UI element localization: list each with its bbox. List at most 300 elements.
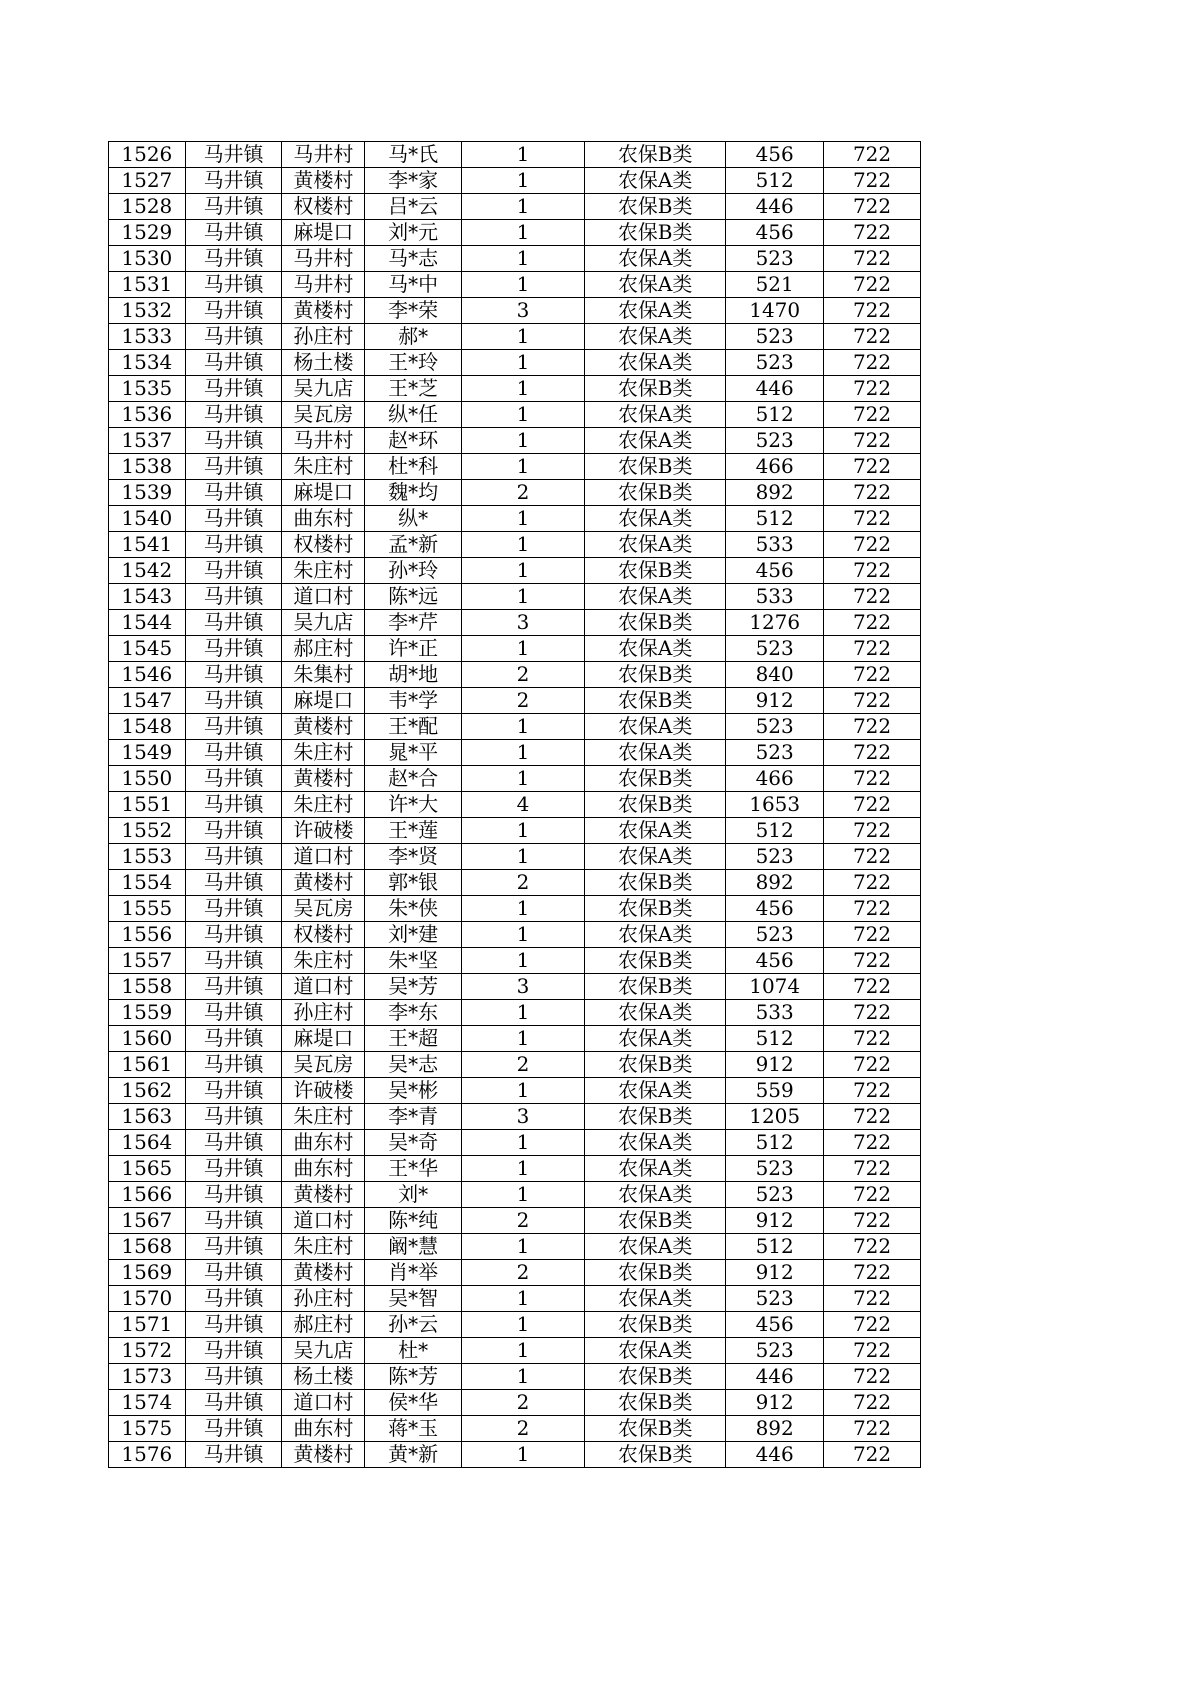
- household-count-cell: 1: [462, 324, 585, 350]
- name-cell: 侯*华: [365, 1390, 462, 1416]
- amount-cell: 892: [726, 870, 824, 896]
- table-row: [109, 688, 921, 714]
- insurance-type-cell: 农保A类: [585, 350, 726, 376]
- standard-cell: 722: [824, 1156, 921, 1182]
- row-number-cell: 1552: [109, 818, 186, 844]
- village-cell: 黄楼村: [282, 1182, 365, 1208]
- standard-cell: 722: [824, 246, 921, 272]
- village-cell: 曲东村: [282, 506, 365, 532]
- town-cell: 马井镇: [185, 428, 282, 454]
- village-cell: 黄楼村: [282, 766, 365, 792]
- insurance-type-cell: 农保B类: [585, 896, 726, 922]
- name-cell: 孟*新: [365, 532, 462, 558]
- village-cell: 麻堤口: [282, 480, 365, 506]
- village-cell: 吴九店: [282, 1338, 365, 1364]
- household-count-cell: 2: [462, 1260, 585, 1286]
- row-number-cell: 1565: [109, 1156, 186, 1182]
- insurance-type-cell: 农保B类: [585, 220, 726, 246]
- insurance-type-cell: 农保B类: [585, 766, 726, 792]
- row-number-cell: 1554: [109, 870, 186, 896]
- table-row: [109, 740, 921, 766]
- row-number-cell: 1545: [109, 636, 186, 662]
- standard-cell: 722: [824, 454, 921, 480]
- village-cell: 孙庄村: [282, 1286, 365, 1312]
- name-cell: 陈*远: [365, 584, 462, 610]
- village-cell: 道口村: [282, 1208, 365, 1234]
- table-row: [109, 142, 921, 168]
- name-cell: 王*莲: [365, 818, 462, 844]
- name-cell: 赵*合: [365, 766, 462, 792]
- standard-cell: 722: [824, 506, 921, 532]
- row-number-cell: 1558: [109, 974, 186, 1000]
- standard-cell: 722: [824, 714, 921, 740]
- row-number-cell: 1529: [109, 220, 186, 246]
- town-cell: 马井镇: [185, 324, 282, 350]
- household-count-cell: 1: [462, 818, 585, 844]
- amount-cell: 466: [726, 766, 824, 792]
- standard-cell: 722: [824, 1182, 921, 1208]
- town-cell: 马井镇: [185, 1416, 282, 1442]
- town-cell: 马井镇: [185, 1052, 282, 1078]
- town-cell: 马井镇: [185, 662, 282, 688]
- household-count-cell: 1: [462, 246, 585, 272]
- household-count-cell: 2: [462, 1208, 585, 1234]
- insurance-type-cell: 农保B类: [585, 1260, 726, 1286]
- household-count-cell: 1: [462, 1000, 585, 1026]
- name-cell: 杜*科: [365, 454, 462, 480]
- village-cell: 道口村: [282, 584, 365, 610]
- name-cell: 肖*举: [365, 1260, 462, 1286]
- name-cell: 李*东: [365, 1000, 462, 1026]
- name-cell: 王*华: [365, 1156, 462, 1182]
- standard-cell: 722: [824, 480, 921, 506]
- household-count-cell: 1: [462, 636, 585, 662]
- household-count-cell: 1: [462, 1364, 585, 1390]
- insurance-type-cell: 农保A类: [585, 740, 726, 766]
- table-row: [109, 376, 921, 402]
- town-cell: 马井镇: [185, 1078, 282, 1104]
- amount-cell: 1205: [726, 1104, 824, 1130]
- amount-cell: 523: [726, 1286, 824, 1312]
- standard-cell: 722: [824, 1078, 921, 1104]
- table-row: [109, 428, 921, 454]
- name-cell: 王*芝: [365, 376, 462, 402]
- amount-cell: 533: [726, 532, 824, 558]
- town-cell: 马井镇: [185, 350, 282, 376]
- insurance-type-cell: 农保A类: [585, 1026, 726, 1052]
- town-cell: 马井镇: [185, 558, 282, 584]
- village-cell: 朱庄村: [282, 1104, 365, 1130]
- standard-cell: 722: [824, 740, 921, 766]
- row-number-cell: 1536: [109, 402, 186, 428]
- village-cell: 权楼村: [282, 194, 365, 220]
- village-cell: 麻堤口: [282, 1026, 365, 1052]
- amount-cell: 523: [726, 428, 824, 454]
- town-cell: 马井镇: [185, 610, 282, 636]
- insurance-type-cell: 农保B类: [585, 870, 726, 896]
- row-number-cell: 1562: [109, 1078, 186, 1104]
- household-count-cell: 1: [462, 532, 585, 558]
- row-number-cell: 1574: [109, 1390, 186, 1416]
- town-cell: 马井镇: [185, 1364, 282, 1390]
- amount-cell: 446: [726, 1442, 824, 1468]
- standard-cell: 722: [824, 350, 921, 376]
- row-number-cell: 1530: [109, 246, 186, 272]
- row-number-cell: 1537: [109, 428, 186, 454]
- table-row: [109, 792, 921, 818]
- village-cell: 吴瓦房: [282, 1052, 365, 1078]
- name-cell: 吴*芳: [365, 974, 462, 1000]
- village-cell: 吴瓦房: [282, 402, 365, 428]
- standard-cell: 722: [824, 974, 921, 1000]
- table-row: [109, 298, 921, 324]
- town-cell: 马井镇: [185, 506, 282, 532]
- town-cell: 马井镇: [185, 844, 282, 870]
- name-cell: 王*超: [365, 1026, 462, 1052]
- insurance-type-cell: 农保A类: [585, 1338, 726, 1364]
- table-row: [109, 532, 921, 558]
- village-cell: 吴九店: [282, 376, 365, 402]
- amount-cell: 523: [726, 1156, 824, 1182]
- table-row: [109, 1156, 921, 1182]
- insurance-type-cell: 农保A类: [585, 818, 726, 844]
- household-count-cell: 1: [462, 350, 585, 376]
- town-cell: 马井镇: [185, 1182, 282, 1208]
- insurance-type-cell: 农保B类: [585, 1390, 726, 1416]
- village-cell: 朱庄村: [282, 792, 365, 818]
- table-row: [109, 272, 921, 298]
- amount-cell: 512: [726, 1130, 824, 1156]
- standard-cell: 722: [824, 922, 921, 948]
- insurance-type-cell: 农保B类: [585, 376, 726, 402]
- name-cell: 陈*纯: [365, 1208, 462, 1234]
- town-cell: 马井镇: [185, 870, 282, 896]
- name-cell: 朱*侠: [365, 896, 462, 922]
- insurance-type-cell: 农保B类: [585, 688, 726, 714]
- name-cell: 刘*: [365, 1182, 462, 1208]
- table-row: [109, 584, 921, 610]
- name-cell: 王*配: [365, 714, 462, 740]
- household-count-cell: 4: [462, 792, 585, 818]
- table-row: [109, 844, 921, 870]
- town-cell: 马井镇: [185, 1208, 282, 1234]
- amount-cell: 512: [726, 402, 824, 428]
- household-count-cell: 1: [462, 220, 585, 246]
- town-cell: 马井镇: [185, 532, 282, 558]
- standard-cell: 722: [824, 1416, 921, 1442]
- amount-cell: 521: [726, 272, 824, 298]
- village-cell: 麻堤口: [282, 220, 365, 246]
- row-number-cell: 1531: [109, 272, 186, 298]
- row-number-cell: 1541: [109, 532, 186, 558]
- village-cell: 杨土楼: [282, 1364, 365, 1390]
- amount-cell: 892: [726, 480, 824, 506]
- town-cell: 马井镇: [185, 1026, 282, 1052]
- amount-cell: 512: [726, 1026, 824, 1052]
- name-cell: 李*贤: [365, 844, 462, 870]
- amount-cell: 533: [726, 1000, 824, 1026]
- insurance-type-cell: 农保B类: [585, 662, 726, 688]
- amount-cell: 512: [726, 168, 824, 194]
- town-cell: 马井镇: [185, 688, 282, 714]
- table-row: [109, 714, 921, 740]
- town-cell: 马井镇: [185, 974, 282, 1000]
- insurance-type-cell: 农保B类: [585, 1364, 726, 1390]
- insurance-type-cell: 农保A类: [585, 1156, 726, 1182]
- standard-cell: 722: [824, 1052, 921, 1078]
- town-cell: 马井镇: [185, 1156, 282, 1182]
- town-cell: 马井镇: [185, 1442, 282, 1468]
- amount-cell: 523: [726, 1182, 824, 1208]
- village-cell: 道口村: [282, 974, 365, 1000]
- town-cell: 马井镇: [185, 1130, 282, 1156]
- village-cell: 黄楼村: [282, 168, 365, 194]
- amount-cell: 523: [726, 246, 824, 272]
- town-cell: 马井镇: [185, 896, 282, 922]
- name-cell: 阚*慧: [365, 1234, 462, 1260]
- household-count-cell: 1: [462, 1078, 585, 1104]
- table-row: [109, 1286, 921, 1312]
- table-row: [109, 1234, 921, 1260]
- household-count-cell: 1: [462, 454, 585, 480]
- row-number-cell: 1548: [109, 714, 186, 740]
- insurance-type-cell: 农保B类: [585, 1104, 726, 1130]
- name-cell: 李*芹: [365, 610, 462, 636]
- standard-cell: 722: [824, 1364, 921, 1390]
- insurance-type-cell: 农保A类: [585, 532, 726, 558]
- row-number-cell: 1543: [109, 584, 186, 610]
- household-count-cell: 1: [462, 168, 585, 194]
- amount-cell: 523: [726, 324, 824, 350]
- row-number-cell: 1546: [109, 662, 186, 688]
- amount-cell: 892: [726, 1416, 824, 1442]
- row-number-cell: 1535: [109, 376, 186, 402]
- village-cell: 许破楼: [282, 818, 365, 844]
- table-body: [109, 142, 921, 1468]
- household-count-cell: 1: [462, 428, 585, 454]
- name-cell: 李*青: [365, 1104, 462, 1130]
- row-number-cell: 1544: [109, 610, 186, 636]
- village-cell: 朱庄村: [282, 948, 365, 974]
- amount-cell: 523: [726, 922, 824, 948]
- standard-cell: 722: [824, 792, 921, 818]
- village-cell: 曲东村: [282, 1416, 365, 1442]
- household-count-cell: 1: [462, 766, 585, 792]
- standard-cell: 722: [824, 1260, 921, 1286]
- amount-cell: 512: [726, 1234, 824, 1260]
- village-cell: 黄楼村: [282, 298, 365, 324]
- row-number-cell: 1533: [109, 324, 186, 350]
- household-count-cell: 1: [462, 714, 585, 740]
- table-row: [109, 974, 921, 1000]
- household-count-cell: 2: [462, 1416, 585, 1442]
- insurance-type-cell: 农保B类: [585, 974, 726, 1000]
- row-number-cell: 1573: [109, 1364, 186, 1390]
- town-cell: 马井镇: [185, 246, 282, 272]
- amount-cell: 466: [726, 454, 824, 480]
- household-count-cell: 1: [462, 506, 585, 532]
- household-count-cell: 1: [462, 740, 585, 766]
- name-cell: 赵*环: [365, 428, 462, 454]
- table-row: [109, 1208, 921, 1234]
- amount-cell: 523: [726, 740, 824, 766]
- name-cell: 吴*智: [365, 1286, 462, 1312]
- amount-cell: 456: [726, 142, 824, 168]
- household-count-cell: 1: [462, 584, 585, 610]
- name-cell: 魏*均: [365, 480, 462, 506]
- row-number-cell: 1564: [109, 1130, 186, 1156]
- name-cell: 许*大: [365, 792, 462, 818]
- town-cell: 马井镇: [185, 922, 282, 948]
- name-cell: 韦*学: [365, 688, 462, 714]
- insurance-type-cell: 农保A类: [585, 844, 726, 870]
- row-number-cell: 1547: [109, 688, 186, 714]
- standard-cell: 722: [824, 558, 921, 584]
- name-cell: 马*志: [365, 246, 462, 272]
- village-cell: 朱庄村: [282, 454, 365, 480]
- insurance-type-cell: 农保B类: [585, 1416, 726, 1442]
- insurance-type-cell: 农保B类: [585, 142, 726, 168]
- household-count-cell: 1: [462, 1026, 585, 1052]
- table-row: [109, 818, 921, 844]
- town-cell: 马井镇: [185, 454, 282, 480]
- household-count-cell: 1: [462, 1234, 585, 1260]
- table-row: [109, 168, 921, 194]
- household-count-cell: 3: [462, 610, 585, 636]
- household-count-cell: 1: [462, 402, 585, 428]
- insurance-type-cell: 农保B类: [585, 454, 726, 480]
- row-number-cell: 1540: [109, 506, 186, 532]
- village-cell: 曲东村: [282, 1130, 365, 1156]
- insurance-type-cell: 农保A类: [585, 1130, 726, 1156]
- insurance-type-cell: 农保A类: [585, 272, 726, 298]
- standard-cell: 722: [824, 1234, 921, 1260]
- insurance-type-cell: 农保A类: [585, 428, 726, 454]
- standard-cell: 722: [824, 1286, 921, 1312]
- insurance-type-cell: 农保A类: [585, 1286, 726, 1312]
- household-count-cell: 1: [462, 1182, 585, 1208]
- household-count-cell: 3: [462, 298, 585, 324]
- household-count-cell: 1: [462, 1442, 585, 1468]
- household-count-cell: 1: [462, 1156, 585, 1182]
- household-count-cell: 1: [462, 896, 585, 922]
- insurance-type-cell: 农保B类: [585, 194, 726, 220]
- insurance-type-cell: 农保B类: [585, 792, 726, 818]
- town-cell: 马井镇: [185, 194, 282, 220]
- insurance-type-cell: 农保A类: [585, 298, 726, 324]
- insurance-type-cell: 农保A类: [585, 922, 726, 948]
- row-number-cell: 1561: [109, 1052, 186, 1078]
- standard-cell: 722: [824, 818, 921, 844]
- town-cell: 马井镇: [185, 1390, 282, 1416]
- row-number-cell: 1555: [109, 896, 186, 922]
- standard-cell: 722: [824, 1104, 921, 1130]
- table-row: [109, 636, 921, 662]
- table-row: [109, 558, 921, 584]
- row-number-cell: 1527: [109, 168, 186, 194]
- standard-cell: 722: [824, 194, 921, 220]
- table-row: [109, 1000, 921, 1026]
- insurance-type-cell: 农保A类: [585, 714, 726, 740]
- standard-cell: 722: [824, 1338, 921, 1364]
- name-cell: 李*家: [365, 168, 462, 194]
- amount-cell: 912: [726, 1052, 824, 1078]
- standard-cell: 722: [824, 298, 921, 324]
- standard-cell: 722: [824, 1026, 921, 1052]
- insurance-type-cell: 农保B类: [585, 1208, 726, 1234]
- village-cell: 吴九店: [282, 610, 365, 636]
- amount-cell: 456: [726, 948, 824, 974]
- row-number-cell: 1568: [109, 1234, 186, 1260]
- amount-cell: 456: [726, 896, 824, 922]
- amount-cell: 1470: [726, 298, 824, 324]
- village-cell: 权楼村: [282, 532, 365, 558]
- insurance-type-cell: 农保A类: [585, 402, 726, 428]
- household-count-cell: 1: [462, 272, 585, 298]
- amount-cell: 559: [726, 1078, 824, 1104]
- standard-cell: 722: [824, 1130, 921, 1156]
- name-cell: 黄*新: [365, 1442, 462, 1468]
- village-cell: 黄楼村: [282, 870, 365, 896]
- town-cell: 马井镇: [185, 740, 282, 766]
- amount-cell: 523: [726, 350, 824, 376]
- village-cell: 朱庄村: [282, 1234, 365, 1260]
- village-cell: 黄楼村: [282, 1442, 365, 1468]
- standard-cell: 722: [824, 168, 921, 194]
- table-row: [109, 1078, 921, 1104]
- data-table: [108, 141, 921, 1468]
- insurance-type-cell: 农保A类: [585, 584, 726, 610]
- table-row: [109, 1416, 921, 1442]
- insurance-type-cell: 农保B类: [585, 948, 726, 974]
- name-cell: 蒋*玉: [365, 1416, 462, 1442]
- insurance-type-cell: 农保A类: [585, 1078, 726, 1104]
- amount-cell: 1653: [726, 792, 824, 818]
- standard-cell: 722: [824, 272, 921, 298]
- standard-cell: 722: [824, 766, 921, 792]
- table-row: [109, 194, 921, 220]
- amount-cell: 446: [726, 1364, 824, 1390]
- village-cell: 孙庄村: [282, 324, 365, 350]
- table-row: [109, 870, 921, 896]
- row-number-cell: 1563: [109, 1104, 186, 1130]
- name-cell: 马*中: [365, 272, 462, 298]
- standard-cell: 722: [824, 688, 921, 714]
- table-row: [109, 1182, 921, 1208]
- insurance-type-cell: 农保A类: [585, 1234, 726, 1260]
- household-count-cell: 2: [462, 870, 585, 896]
- household-count-cell: 1: [462, 922, 585, 948]
- village-cell: 马井村: [282, 272, 365, 298]
- village-cell: 朱庄村: [282, 558, 365, 584]
- town-cell: 马井镇: [185, 298, 282, 324]
- amount-cell: 523: [726, 1338, 824, 1364]
- village-cell: 朱庄村: [282, 740, 365, 766]
- insurance-type-cell: 农保A类: [585, 324, 726, 350]
- table-row: [109, 454, 921, 480]
- town-cell: 马井镇: [185, 1234, 282, 1260]
- town-cell: 马井镇: [185, 1260, 282, 1286]
- name-cell: 马*氏: [365, 142, 462, 168]
- household-count-cell: 1: [462, 194, 585, 220]
- household-count-cell: 3: [462, 1104, 585, 1130]
- name-cell: 刘*建: [365, 922, 462, 948]
- row-number-cell: 1567: [109, 1208, 186, 1234]
- standard-cell: 722: [824, 324, 921, 350]
- standard-cell: 722: [824, 948, 921, 974]
- household-count-cell: 2: [462, 688, 585, 714]
- amount-cell: 446: [726, 376, 824, 402]
